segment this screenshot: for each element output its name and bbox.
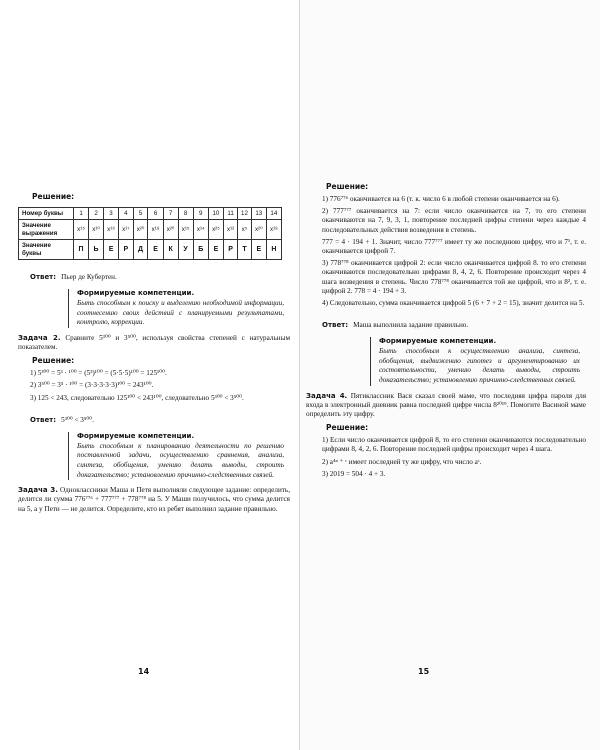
- page-number: 15: [418, 667, 430, 676]
- table-cell: 10: [208, 208, 223, 220]
- table-row: [19, 208, 282, 220]
- table-cell: 6: [148, 208, 163, 220]
- table-cell: 8: [178, 208, 193, 220]
- competencies-box-3: [370, 337, 580, 385]
- table-cell: 12: [238, 208, 252, 220]
- answer-text: Пьер де Кубертен.: [61, 273, 117, 282]
- table-cell: П: [74, 240, 89, 260]
- table-cell: У: [178, 240, 193, 260]
- solution-step: 1) 776⁷⁷⁶ оканчивается на 6 (т. к. число 6 в любой степени оканчивается на 6).: [322, 195, 560, 203]
- answer-3: [322, 312, 586, 331]
- table-cell: x¹⁵: [178, 220, 193, 240]
- task-2: [18, 334, 290, 352]
- answer-label: Ответ:: [30, 273, 57, 282]
- task-text: Одноклассники Маша и Петя выполняли следующее задание: определить, делится ли сумма 776⁷⁷⁶ + 777⁷⁷⁷ + 778⁷⁷⁸ на 5. У Маши получилось, что сумма делится на 5, а у Пети — не делится. Определите, кто из ребят выполнил задание правильно.: [18, 486, 291, 513]
- table-cell: Б: [193, 240, 208, 260]
- table-cell: x¹⁵: [74, 220, 89, 240]
- task-4: [306, 392, 586, 420]
- competencies-box-2: [68, 432, 284, 480]
- table-cell: Р: [119, 240, 134, 260]
- solution-step: 3) 2019 = 504 · 4 + 3.: [322, 469, 386, 478]
- table-cell: 1: [74, 208, 89, 220]
- solution-step: 3) 125 < 243, следовательно 125¹⁰⁰ < 243¹⁰⁰, следовательно 5³⁰⁰ < 3⁵⁰⁰.: [30, 393, 244, 402]
- solution-heading: Решение:: [326, 182, 369, 191]
- table-cell: 5: [133, 208, 148, 220]
- answer-1: [30, 264, 290, 283]
- table-cell: 2: [89, 208, 104, 220]
- table-cell: 14: [266, 208, 281, 220]
- table-cell: Е: [208, 240, 223, 260]
- solution-2: [30, 369, 290, 403]
- table-cell: Р: [223, 240, 237, 260]
- table-cell: Д: [133, 240, 148, 260]
- table-cell: x¹⁸: [148, 220, 163, 240]
- task-label: Задача 2.: [18, 333, 61, 342]
- solution-step: 1) Если число оканчивается цифрой 8, то его степени оканчиваются последовательно цифрами 8, 4, 2, 6. Повторение последней цифры происходит через 4 шага.: [322, 436, 586, 454]
- page-number: 14: [138, 667, 150, 676]
- table-cell: x¹⁴: [193, 220, 208, 240]
- task-text: Сравните 5³⁰⁰ и 3⁵⁰⁰, используя свойства степеней с натуральным показателем.: [18, 333, 290, 352]
- competencies-title: Формируемые компетенции.: [77, 431, 195, 440]
- solution-step: 3) 778⁷⁷⁸ оканчивается цифрой 2: если число оканчивается цифрой 8. то его степени оканчиваются последовательно цифрами 8, 4, 2, 6. Повторение происходит через 4 шага возведения в степень. Число 778⁷⁷⁸ оканчивается той же цифрой, что и 8², т. е. цифрой 2. 778 = 4 · 194 + 3.: [322, 259, 586, 295]
- table-cell: 11: [223, 208, 237, 220]
- table-cell: x¹²: [223, 220, 237, 240]
- solution-4: [322, 436, 586, 479]
- solution-step: 2) 3⁵⁰⁰ = 3⁵ · ¹⁰⁰ = (3·3·3·3·3)¹⁰⁰ = 243¹⁰⁰.: [30, 381, 154, 390]
- solution-heading: Решение:: [32, 192, 75, 201]
- task-label: Задача 4.: [306, 391, 348, 400]
- table-cell: 7: [163, 208, 178, 220]
- table-cell: 3: [104, 208, 119, 220]
- answer-2: [30, 407, 290, 426]
- task-text: Пятиклассник Вася сказал своей маме, что последняя цифра пароля для входа в электронный дневник равна последней цифре числа 8²⁰¹⁹. Помогите Васиной маме определить эту цифру.: [306, 391, 586, 419]
- table-cell: Е: [104, 240, 119, 260]
- table-cell: x²⁰: [133, 220, 148, 240]
- competencies-text: Быть способным к планированию деятельности по решению поставленной задачи, осуществлению сравнения, анализа, синтеза, обобщения, умению делать выводы, строить доказательство; установлению причинно-следственных связей.: [77, 441, 284, 479]
- solution-step: 2) 777⁷⁷⁷ оканчивается на 7: если число оканчивается на 7, то его степени оканчиваются на 7, 9, 3, 1, повторение последней цифры степени через каждые 4 последовательных действия возведения в степень.: [322, 207, 586, 234]
- table-cell: x²⁰: [163, 220, 178, 240]
- solution-step: 1) 5³⁰⁰ = 5³ · ¹⁰⁰ = (5³)¹⁰⁰ = (5·5·5)¹⁰⁰ = 125¹⁰⁰.: [30, 369, 167, 378]
- table-cell: 4: [119, 208, 134, 220]
- solution-step: 4) Следовательно, сумма оканчивается цифрой 5 (6 + 7 + 2 = 15), значит делится на 5.: [322, 299, 585, 308]
- competencies-title: Формируемые компетенции.: [77, 289, 195, 298]
- table-cell: Е: [251, 240, 266, 260]
- answer-text: Маша выполнила задание правильно.: [353, 321, 469, 330]
- answer-text: 5³⁰⁰ < 3⁵⁰⁰.: [61, 415, 94, 424]
- table-cell: 13: [251, 208, 266, 220]
- task-label: Задача 3.: [18, 486, 58, 495]
- answer-label: Ответ:: [322, 321, 349, 330]
- solution-heading: Решение:: [32, 356, 75, 366]
- solution-step: 2) a⁴ⁿ ⁺ ᶜ имеет последней ту же цифру, что число aᶜ.: [322, 457, 482, 466]
- cipher-table: [18, 207, 282, 260]
- solution-3: [322, 195, 586, 308]
- table-cell: Т: [238, 240, 252, 260]
- task-3: [18, 486, 290, 514]
- competencies-text: Быть способным к поиску и выделению необходимой информации, соотнесению своих действий с планируемыми результатами, контролю, коррекции.: [77, 299, 284, 327]
- table-cell: Ь: [89, 240, 104, 260]
- table-cell: x¹⁸: [266, 220, 281, 240]
- competencies-title: Формируемые компетенции.: [379, 337, 497, 346]
- row-header: Значение буквы: [19, 240, 74, 260]
- table-row: [19, 220, 282, 240]
- competencies-box-1: [68, 289, 284, 328]
- answer-label: Ответ:: [30, 415, 57, 424]
- solution-heading: Решение:: [326, 423, 369, 433]
- table-cell: 9: [193, 208, 208, 220]
- right-page: [300, 0, 600, 750]
- table-cell: Е: [148, 240, 163, 260]
- table-cell: К: [163, 240, 178, 260]
- row-header: Номер буквы: [19, 208, 74, 220]
- table-cell: Н: [266, 240, 281, 260]
- table-cell: x¹⁶: [104, 220, 119, 240]
- table-row: [19, 240, 282, 260]
- table-cell: x²⁰: [251, 220, 266, 240]
- solution-step: 777 = 4 · 194 + 1. Значит, число 777⁷⁷⁷ имеет ту же последнюю цифру, что и 7¹, т. е. оканчивается цифрой 7.: [322, 237, 586, 256]
- table-cell: x¹⁷: [119, 220, 134, 240]
- competencies-text: Быть способным к осуществлению анализа, синтеза, обобщения, выдвижению гипотез и аргументированию их состоятельности, умению делать выводы, строить доказательство; установлению причинно-следственных связей.: [379, 347, 580, 385]
- table-cell: x⁵: [238, 220, 252, 240]
- row-header: Значение выражения: [19, 220, 74, 240]
- table-cell: x²⁵: [208, 220, 223, 240]
- table-cell: x¹⁰: [89, 220, 104, 240]
